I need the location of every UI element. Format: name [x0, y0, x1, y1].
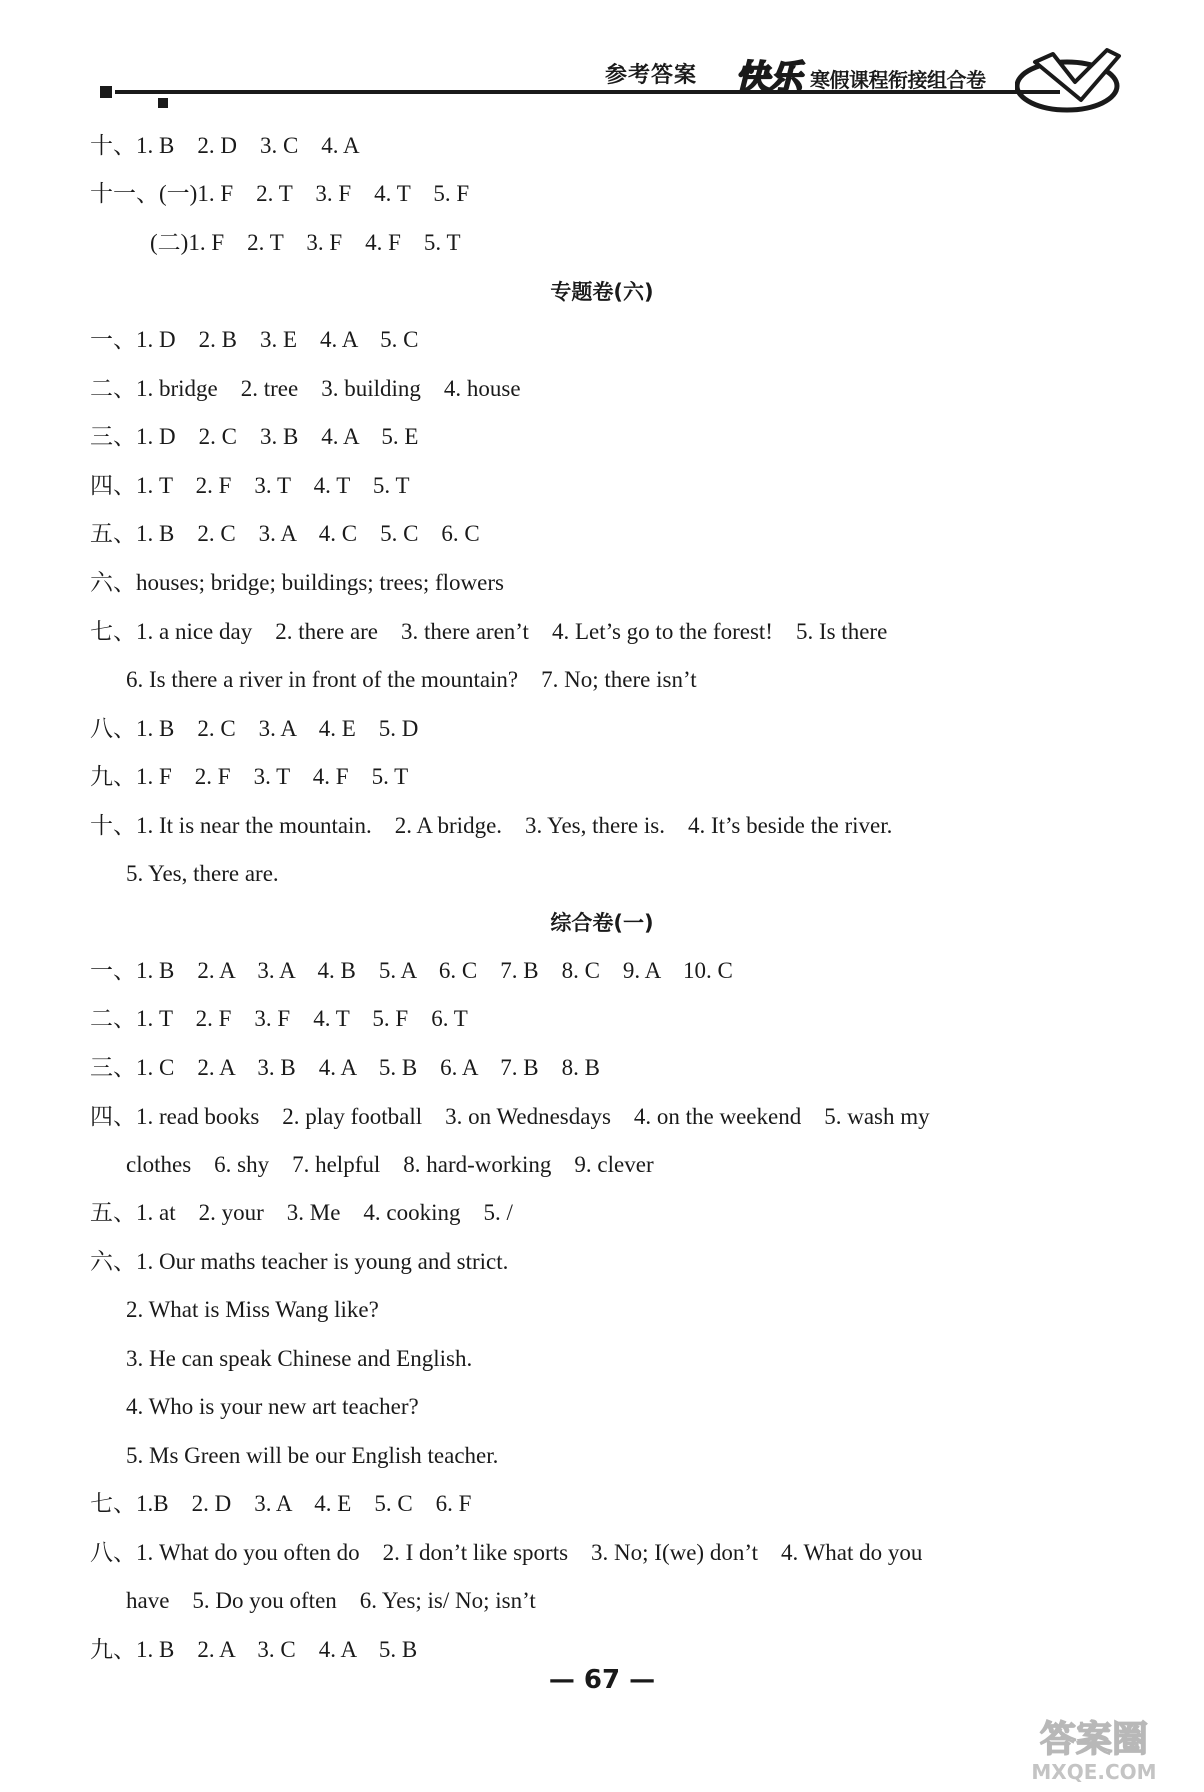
answer-line: 二、1. bridge 2. tree 3. building 4. house [90, 376, 521, 401]
answer-line: 七、1. a nice day 2. there are 3. there aren’t 4. Let’s go to the forest! 5. Is there [90, 619, 888, 644]
section-title: 综合卷(一) [550, 911, 654, 935]
page-number: — 67 — [548, 1665, 656, 1695]
header-rule-square-right [158, 98, 168, 108]
answer-line: (二)1. F 2. T 3. F 4. F 5. T [150, 230, 461, 255]
header-series: 寒假课程衔接组合卷 [810, 68, 986, 92]
answer-line: 六、1. Our maths teacher is young and strict. [90, 1249, 509, 1274]
header-rule-square-left [100, 86, 112, 98]
answer-line: 五、1. B 2. C 3. A 4. C 5. C 6. C [90, 521, 480, 546]
answer-line: 四、1. T 2. F 3. T 4. T 5. T [90, 473, 410, 498]
book-logo-icon [1015, 42, 1125, 114]
answer-line: 5. Ms Green will be our English teacher. [126, 1443, 499, 1468]
answer-line: 十一、(一)1. F 2. T 3. F 4. T 5. F [90, 181, 470, 206]
section-title: 专题卷(六) [550, 280, 654, 304]
answer-line: 四、1. read books 2. play football 3. on Wednesdays 4. on the weekend 5. wash my [90, 1104, 930, 1129]
answer-line: 5. Yes, there are. [126, 861, 279, 886]
watermark-stamp-icon [994, 1705, 1194, 1785]
answer-line: 2. What is Miss Wang like? [126, 1297, 379, 1322]
header-label: 参考答案 [605, 63, 698, 88]
answer-line: 八、1. B 2. C 3. A 4. E 5. D [90, 716, 419, 741]
answer-line: 八、1. What do you often do 2. I don’t like sports 3. No; I(we) don’t 4. What do you [90, 1540, 923, 1565]
watermark-text: 答案圈 [1039, 1719, 1149, 1760]
answer-line: 三、1. C 2. A 3. B 4. A 5. B 6. A 7. B 8. B [90, 1055, 600, 1080]
page-header [0, 0, 1204, 120]
watermark-site: MXQE.COM [1031, 1760, 1157, 1784]
answer-line: 五、1. at 2. your 3. Me 4. cooking 5. / [90, 1200, 513, 1225]
answer-line: have 5. Do you often 6. Yes; is/ No; isn’t [126, 1588, 536, 1613]
answer-line: 七、1.B 2. D 3. A 4. E 5. C 6. F [90, 1491, 472, 1516]
answer-line: 4. Who is your new art teacher? [126, 1394, 419, 1419]
answer-line: 三、1. D 2. C 3. B 4. A 5. E [90, 424, 419, 449]
answer-line: 一、1. B 2. A 3. A 4. B 5. A 6. C 7. B 8. C 9. A 10. C [90, 958, 733, 983]
answer-line: 一、1. D 2. B 3. E 4. A 5. C [90, 327, 419, 352]
answer-line: 3. He can speak Chinese and English. [126, 1346, 473, 1371]
answer-line: 九、1. F 2. F 3. T 4. F 5. T [90, 764, 409, 789]
answer-line: 十、1. B 2. D 3. C 4. A [90, 133, 360, 158]
answer-line: 二、1. T 2. F 3. F 4. T 5. F 6. T [90, 1006, 468, 1031]
answer-line: 6. Is there a river in front of the mountain? 7. No; there isn’t [126, 667, 697, 692]
answer-line: 六、houses; bridge; buildings; trees; flowers [90, 570, 504, 595]
answer-line: clothes 6. shy 7. helpful 8. hard-working 9. clever [126, 1152, 654, 1177]
header-brand: 快乐 [735, 58, 801, 98]
answer-line: 九、1. B 2. A 3. C 4. A 5. B [90, 1637, 418, 1662]
answer-line: 十、1. It is near the mountain. 2. A bridge. 3. Yes, there is. 4. It’s beside the river. [90, 813, 893, 838]
